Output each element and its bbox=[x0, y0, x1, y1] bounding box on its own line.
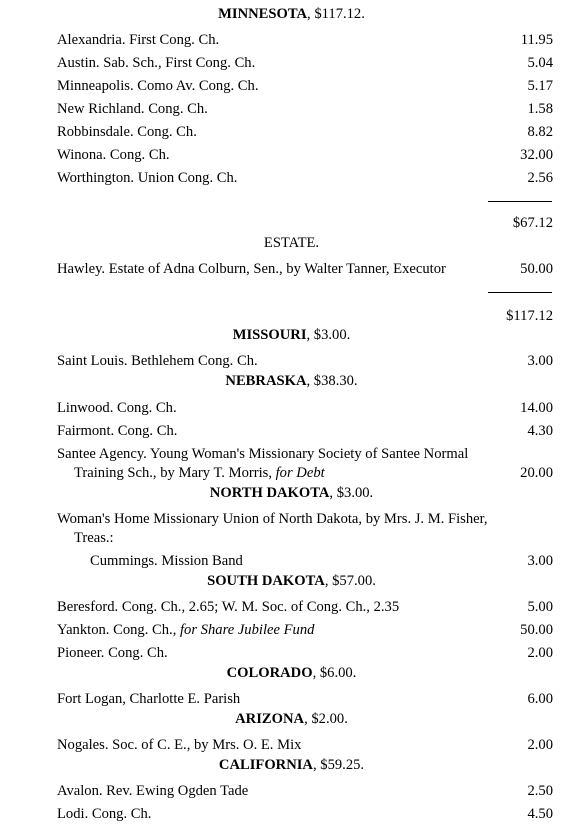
entry-amount: 11.95 bbox=[520, 32, 553, 48]
section-heading-north-dakota bbox=[0, 485, 583, 502]
entry-amount: 5.04 bbox=[527, 55, 553, 71]
state-name: CALIFORNIA bbox=[218, 757, 313, 773]
list-item bbox=[0, 167, 583, 189]
entry-label: Nogales. Soc. of C. E., by Mrs. O. E. Mix bbox=[57, 737, 302, 753]
entry-label: Fort Logan, Charlotte E. Parish bbox=[57, 691, 241, 707]
entry-purpose: for Share Jubilee Fund bbox=[180, 622, 315, 638]
section-heading-missouri bbox=[0, 327, 583, 344]
entry-label: Saint Louis. Bethlehem Cong. Ch. bbox=[57, 353, 258, 369]
list-item bbox=[0, 527, 583, 549]
list-item bbox=[0, 121, 583, 143]
subtotal-row bbox=[0, 212, 583, 234]
entry-label: Woman's Home Missionary Union of North Dakota, by Mrs. J. M. Fisher, bbox=[57, 511, 488, 527]
state-total: , $117.12. bbox=[307, 6, 365, 22]
entry-label: Worthington. Union Cong. Ch. bbox=[57, 170, 238, 186]
section-heading-south-dakota bbox=[0, 573, 583, 590]
entry-label: Santee Agency. Young Woman's Missionary Society of Santee Normal bbox=[57, 446, 469, 462]
entry-label: Beresford. Cong. Ch., 2.65; W. M. Soc. of Cong. Ch., 2.35 bbox=[57, 599, 400, 615]
entry-amount: 50.00 bbox=[520, 261, 553, 277]
list-item bbox=[0, 350, 583, 372]
total-row bbox=[0, 305, 583, 327]
subtotal-rule bbox=[488, 201, 552, 202]
entry-label: Hawley. Estate of Adna Colburn, Sen., by Walter Tanner, Executor bbox=[57, 261, 446, 277]
entry-amount: 32.00 bbox=[520, 147, 553, 163]
state-total: , $6.00. bbox=[312, 665, 357, 681]
section-heading-arizona bbox=[0, 711, 583, 728]
entry-amount: 1.58 bbox=[527, 101, 553, 117]
list-item bbox=[0, 619, 583, 641]
entry-label bbox=[57, 619, 314, 641]
list-item bbox=[0, 462, 583, 484]
list-item bbox=[0, 780, 583, 802]
state-total: , $59.25. bbox=[312, 757, 365, 773]
entry-amount: 3.00 bbox=[527, 353, 553, 369]
entry-amount: 3.00 bbox=[527, 553, 553, 569]
entry-label: Lodi. Cong. Ch. bbox=[57, 806, 152, 822]
state-name: SOUTH DAKOTA bbox=[207, 573, 325, 589]
state-name: NEBRASKA bbox=[225, 373, 307, 389]
section-heading-nebraska bbox=[0, 373, 583, 390]
entry-label-text: Yankton. Cong. Ch., bbox=[57, 622, 177, 638]
entry-label: Winona. Cong. Ch. bbox=[57, 147, 170, 163]
entry-amount: 2.00 bbox=[527, 737, 553, 753]
entry-amount: 50.00 bbox=[520, 622, 553, 638]
state-total: , $3.00. bbox=[306, 327, 351, 343]
state-name: MISSOURI bbox=[232, 327, 307, 343]
list-item bbox=[0, 734, 583, 756]
list-item bbox=[0, 688, 583, 710]
entry-amount: 5.17 bbox=[527, 78, 553, 94]
section-heading-minnesota bbox=[0, 6, 583, 23]
state-total: , $3.00. bbox=[329, 485, 374, 501]
state-name: COLORADO bbox=[226, 665, 313, 681]
total-amount: $117.12 bbox=[506, 308, 553, 324]
entry-label: Austin. Sab. Sch., First Cong. Ch. bbox=[57, 55, 256, 71]
state-name: ARIZONA bbox=[235, 711, 305, 727]
section-heading-colorado bbox=[0, 665, 583, 682]
list-item bbox=[0, 803, 583, 825]
list-item bbox=[0, 29, 583, 51]
list-item bbox=[0, 642, 583, 664]
entry-label-text: Training Sch., by Mary T. Morris, bbox=[74, 465, 272, 481]
entry-purpose: for Debt bbox=[275, 465, 325, 481]
entry-label: New Richland. Cong. Ch. bbox=[57, 101, 208, 117]
list-item bbox=[0, 144, 583, 166]
entry-amount: 5.00 bbox=[527, 599, 553, 615]
list-item bbox=[0, 52, 583, 74]
list-item bbox=[0, 397, 583, 419]
entry-amount: 2.00 bbox=[527, 645, 553, 661]
entry-label: Fairmont. Cong. Ch. bbox=[57, 423, 178, 439]
entry-label: Alexandria. First Cong. Ch. bbox=[57, 32, 220, 48]
entry-amount: 8.82 bbox=[527, 124, 553, 140]
state-total: , $57.00. bbox=[324, 573, 376, 589]
entry-label: Treas.: bbox=[74, 530, 114, 546]
list-item bbox=[0, 98, 583, 120]
list-item bbox=[0, 550, 583, 572]
subtotal-amount: $67.12 bbox=[512, 215, 553, 231]
entry-amount: 4.50 bbox=[527, 806, 553, 822]
entry-label: Minneapolis. Como Av. Cong. Ch. bbox=[57, 78, 259, 94]
list-item bbox=[0, 75, 583, 97]
entry-amount: 20.00 bbox=[520, 465, 553, 481]
entry-amount: 2.56 bbox=[527, 170, 553, 186]
estate-heading: ESTATE. bbox=[263, 235, 320, 251]
list-item bbox=[0, 420, 583, 442]
section-heading-california bbox=[0, 757, 583, 774]
state-name: NORTH DAKOTA bbox=[209, 485, 330, 501]
state-total: , $38.30. bbox=[306, 373, 358, 389]
entry-amount: 2.50 bbox=[527, 783, 553, 799]
entry-label: Avalon. Rev. Ewing Ogden Tade bbox=[57, 783, 249, 799]
list-item bbox=[0, 596, 583, 618]
entry-amount: 6.00 bbox=[527, 691, 553, 707]
entry-label: Pioneer. Cong. Ch. bbox=[57, 645, 168, 661]
entry-amount: 4.30 bbox=[527, 423, 553, 439]
entry-label: Robbinsdale. Cong. Ch. bbox=[57, 124, 197, 140]
entry-amount: 14.00 bbox=[520, 400, 553, 416]
entry-label: Cummings. Mission Band bbox=[90, 553, 243, 569]
entry-label: Linwood. Cong. Ch. bbox=[57, 400, 177, 416]
state-total: , $2.00. bbox=[304, 711, 348, 727]
list-item bbox=[0, 258, 583, 280]
entry-label bbox=[74, 462, 325, 484]
state-name: MINNESOTA bbox=[218, 6, 308, 22]
total-rule bbox=[488, 292, 552, 293]
